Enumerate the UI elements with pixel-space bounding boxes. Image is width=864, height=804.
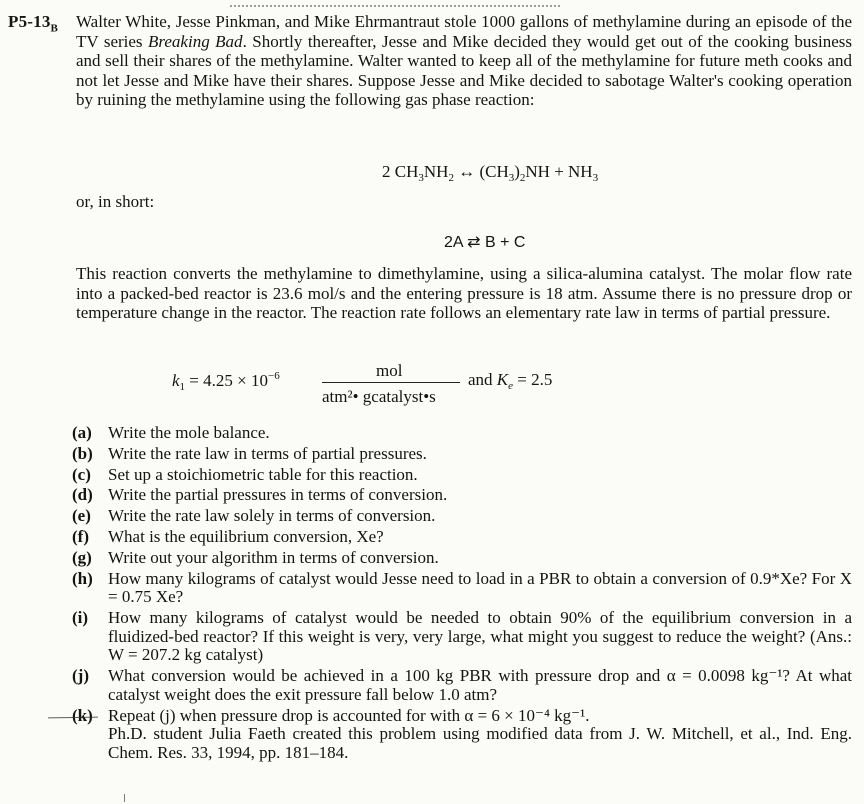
problem-conditions: This reaction converts the methylamine to dimethylamine, using a silica-alumina catalyst. The molar flow rate into a packed-bed reactor is 23.6 mol/s and the entering pressure is 18 atm. Assume there is no pressure drop or temperature change in the reactor. The reaction rate follows an elementary rate law in terms of partial pressure. bbox=[76, 264, 852, 322]
reaction-full-equation: 2 $CH_3NH_2$ ↔ $(CH_3)_2NH + NH_3$ bbox=[382, 162, 599, 184]
problem-intro: Walter White, Jesse Pinkman, and Mike Ehrmantraut stole 1000 gallons of methylamine during an episode of the TV series Breaking Bad. Shortly thereafter, Jesse and Mike decided they would get out of the cooking business and sell their shares of the methylamine. Walter wanted to keep all of the methylamine for future meth cooks and not let Jesse and Mike have their shares. Suppose Jesse and Mike decided to sabotage Walter's cooking operation by ruining the methylamine using the following gas phase reaction: bbox=[76, 12, 852, 109]
show-title: Breaking Bad bbox=[148, 31, 243, 51]
list-item: (h) How many kilograms of catalyst would Jesse need to load in a PBR to obtain a conversion of 0.9*Xe? For X = 0.75 Xe? bbox=[72, 568, 852, 607]
problem-footnote: Ph.D. student Julia Faeth created this problem using modified data from J. W. Mitchell, et al., Ind. Eng. Chem. Res. 33, 1994, pp. 181–184. bbox=[108, 724, 852, 762]
rate-constant-k1: $k_1 = 4.25 \times 10^{-6}$ bbox=[172, 370, 280, 393]
list-item: (i) How many kilograms of catalyst would be needed to obtain 90% of the equilibrium conversion in a fluidized-bed reactor? If this weight is very, very large, what might you suggest to reduce the weight? (Ans.: W = 207.2 kg catalyst) bbox=[72, 608, 852, 665]
list-item: (j) What conversion would be achieved in a 100 kg PBR with pressure drop and α = 0.0098 kg⁻¹? At what catalyst weight does the exit pressure fall below 1.0 atm? bbox=[72, 666, 852, 704]
problem-number: $P5-13_B$ bbox=[8, 12, 59, 35]
list-item: (f) What is the equilibrium conversion, Xe? bbox=[72, 526, 384, 546]
short-form-label: or, in short: bbox=[76, 192, 155, 211]
list-item: (c) Set up a stoichiometric table for this reaction. bbox=[72, 464, 418, 484]
list-item: (k) Repeat (j) when pressure drop is accounted for with α = 6 × 10⁻⁴ kg⁻¹. Ph.D. student Julia Faeth created this problem using modified data from J. W. Mitchell, et al., Ind. Eng. Chem. Res. 33, 1994, pp. 181–184. bbox=[72, 705, 852, 762]
problem-parts-list bbox=[72, 424, 852, 764]
pen-tick-mark bbox=[124, 794, 125, 802]
list-item: (d) Write the partial pressures in terms of conversion. bbox=[72, 485, 448, 505]
list-item: (g) Write out your algorithm in terms of conversion. bbox=[72, 547, 439, 567]
list-item: (b) Write the rate law in terms of partial pressures. bbox=[72, 443, 427, 463]
equilibrium-constant: and $K_e = 2.5$ bbox=[468, 370, 553, 392]
rate-units-denominator: atm²• gcatalyst•s bbox=[322, 387, 436, 406]
list-item: (a) Write the mole balance. bbox=[72, 423, 270, 442]
reaction-short-equation: 2A ⇄ B + C bbox=[444, 234, 526, 251]
rate-units-numerator: mol bbox=[376, 361, 403, 380]
fraction-bar bbox=[322, 382, 460, 383]
list-item: (e) Write the rate law solely in terms of conversion. bbox=[72, 506, 436, 526]
cropped-previous-line bbox=[230, 0, 560, 7]
